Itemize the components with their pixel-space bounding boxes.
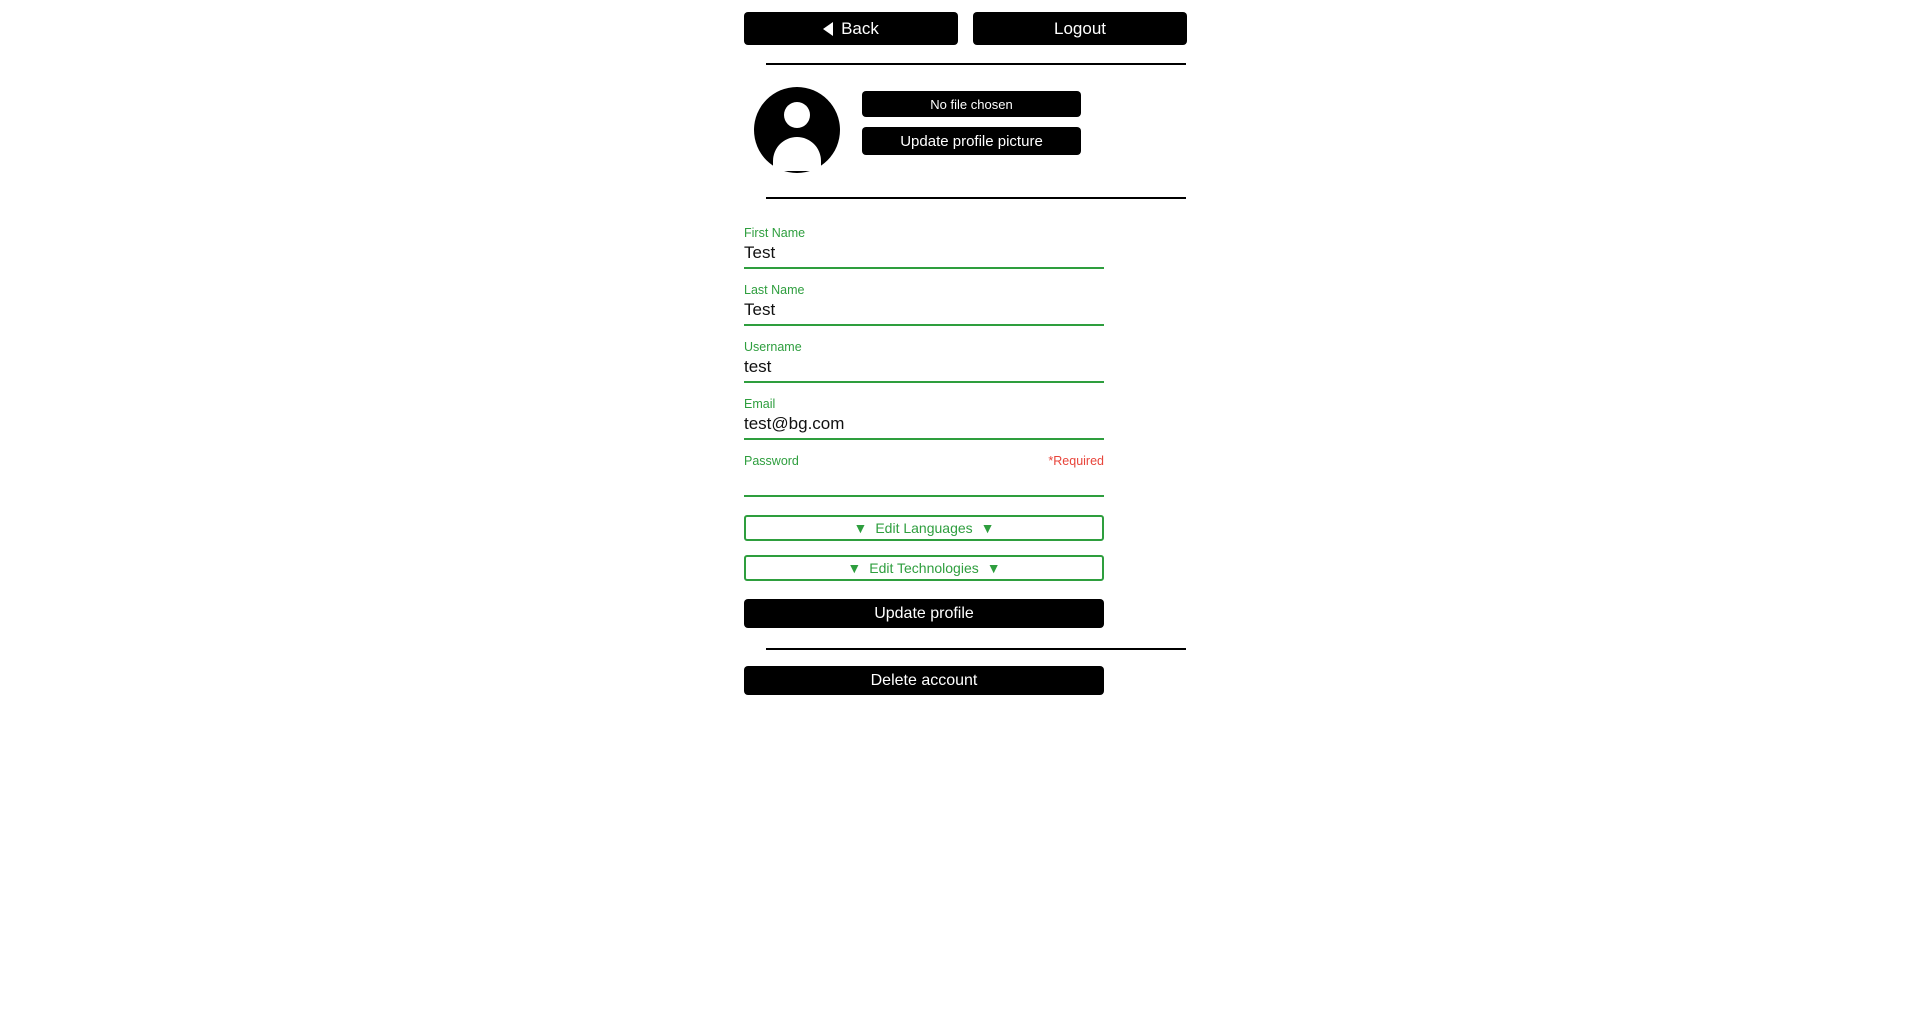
field-username: [744, 339, 1104, 383]
file-status-label: No file chosen: [930, 96, 1013, 112]
back-button-label: Back: [841, 18, 879, 38]
delete-account-label: Delete account: [870, 671, 978, 689]
update-profile-label: Update profile: [874, 604, 974, 622]
update-profile-button[interactable]: [744, 599, 1104, 628]
chevron-down-icon-right: ▼: [980, 520, 995, 536]
field-username-header: [744, 339, 1104, 355]
edit-languages-toggle[interactable]: [744, 515, 1104, 541]
first-name-input[interactable]: [744, 241, 1104, 269]
field-first-name: [744, 225, 1104, 269]
avatar-head-shape: [784, 102, 810, 128]
update-profile-picture-button[interactable]: [862, 127, 1081, 155]
username-input[interactable]: [744, 355, 1104, 383]
email-input[interactable]: [744, 412, 1104, 440]
field-username-label: Username: [744, 340, 802, 354]
chevron-down-icon-left: ▼: [853, 520, 868, 536]
edit-technologies-toggle[interactable]: [744, 555, 1104, 581]
profile-picture-section: [744, 87, 1188, 173]
logout-button-label: Logout: [1054, 18, 1106, 38]
profile-form: [744, 225, 1104, 628]
update-profile-picture-label: Update profile picture: [900, 132, 1043, 150]
field-email: [744, 396, 1104, 440]
picture-buttons: [862, 87, 1081, 155]
field-last-name-header: [744, 282, 1104, 298]
triangle-left-icon: [823, 22, 833, 36]
chevron-down-icon-left-2: ▼: [847, 560, 862, 576]
divider-top: [766, 63, 1186, 65]
divider-under-picture: [766, 197, 1186, 199]
field-password: [744, 453, 1104, 497]
last-name-input[interactable]: [744, 298, 1104, 326]
danger-zone: [744, 666, 1104, 695]
top-button-row: [744, 0, 1188, 45]
field-email-header: [744, 396, 1104, 412]
user-avatar-icon: [754, 87, 840, 173]
avatar-body-shape: [773, 137, 821, 171]
edit-technologies-label: Edit Technologies: [869, 560, 979, 576]
chevron-down-icon-right-2: ▼: [986, 560, 1001, 576]
field-last-name: [744, 282, 1104, 326]
divider-bottom: [766, 648, 1186, 650]
password-input[interactable]: [744, 469, 1104, 497]
edit-languages-label: Edit Languages: [875, 520, 973, 536]
profile-column: [744, 0, 1188, 695]
field-first-name-label: First Name: [744, 226, 806, 240]
field-password-header: [744, 453, 1104, 469]
field-last-name-label: Last Name: [744, 283, 805, 297]
delete-account-button[interactable]: [744, 666, 1104, 695]
field-first-name-header: [744, 225, 1104, 241]
choose-file-button[interactable]: [862, 91, 1081, 117]
field-password-required: *Required: [1048, 454, 1104, 468]
field-password-label: Password: [744, 454, 799, 468]
logout-button[interactable]: [973, 12, 1187, 45]
field-email-label: Email: [744, 397, 776, 411]
back-button[interactable]: [744, 12, 958, 45]
